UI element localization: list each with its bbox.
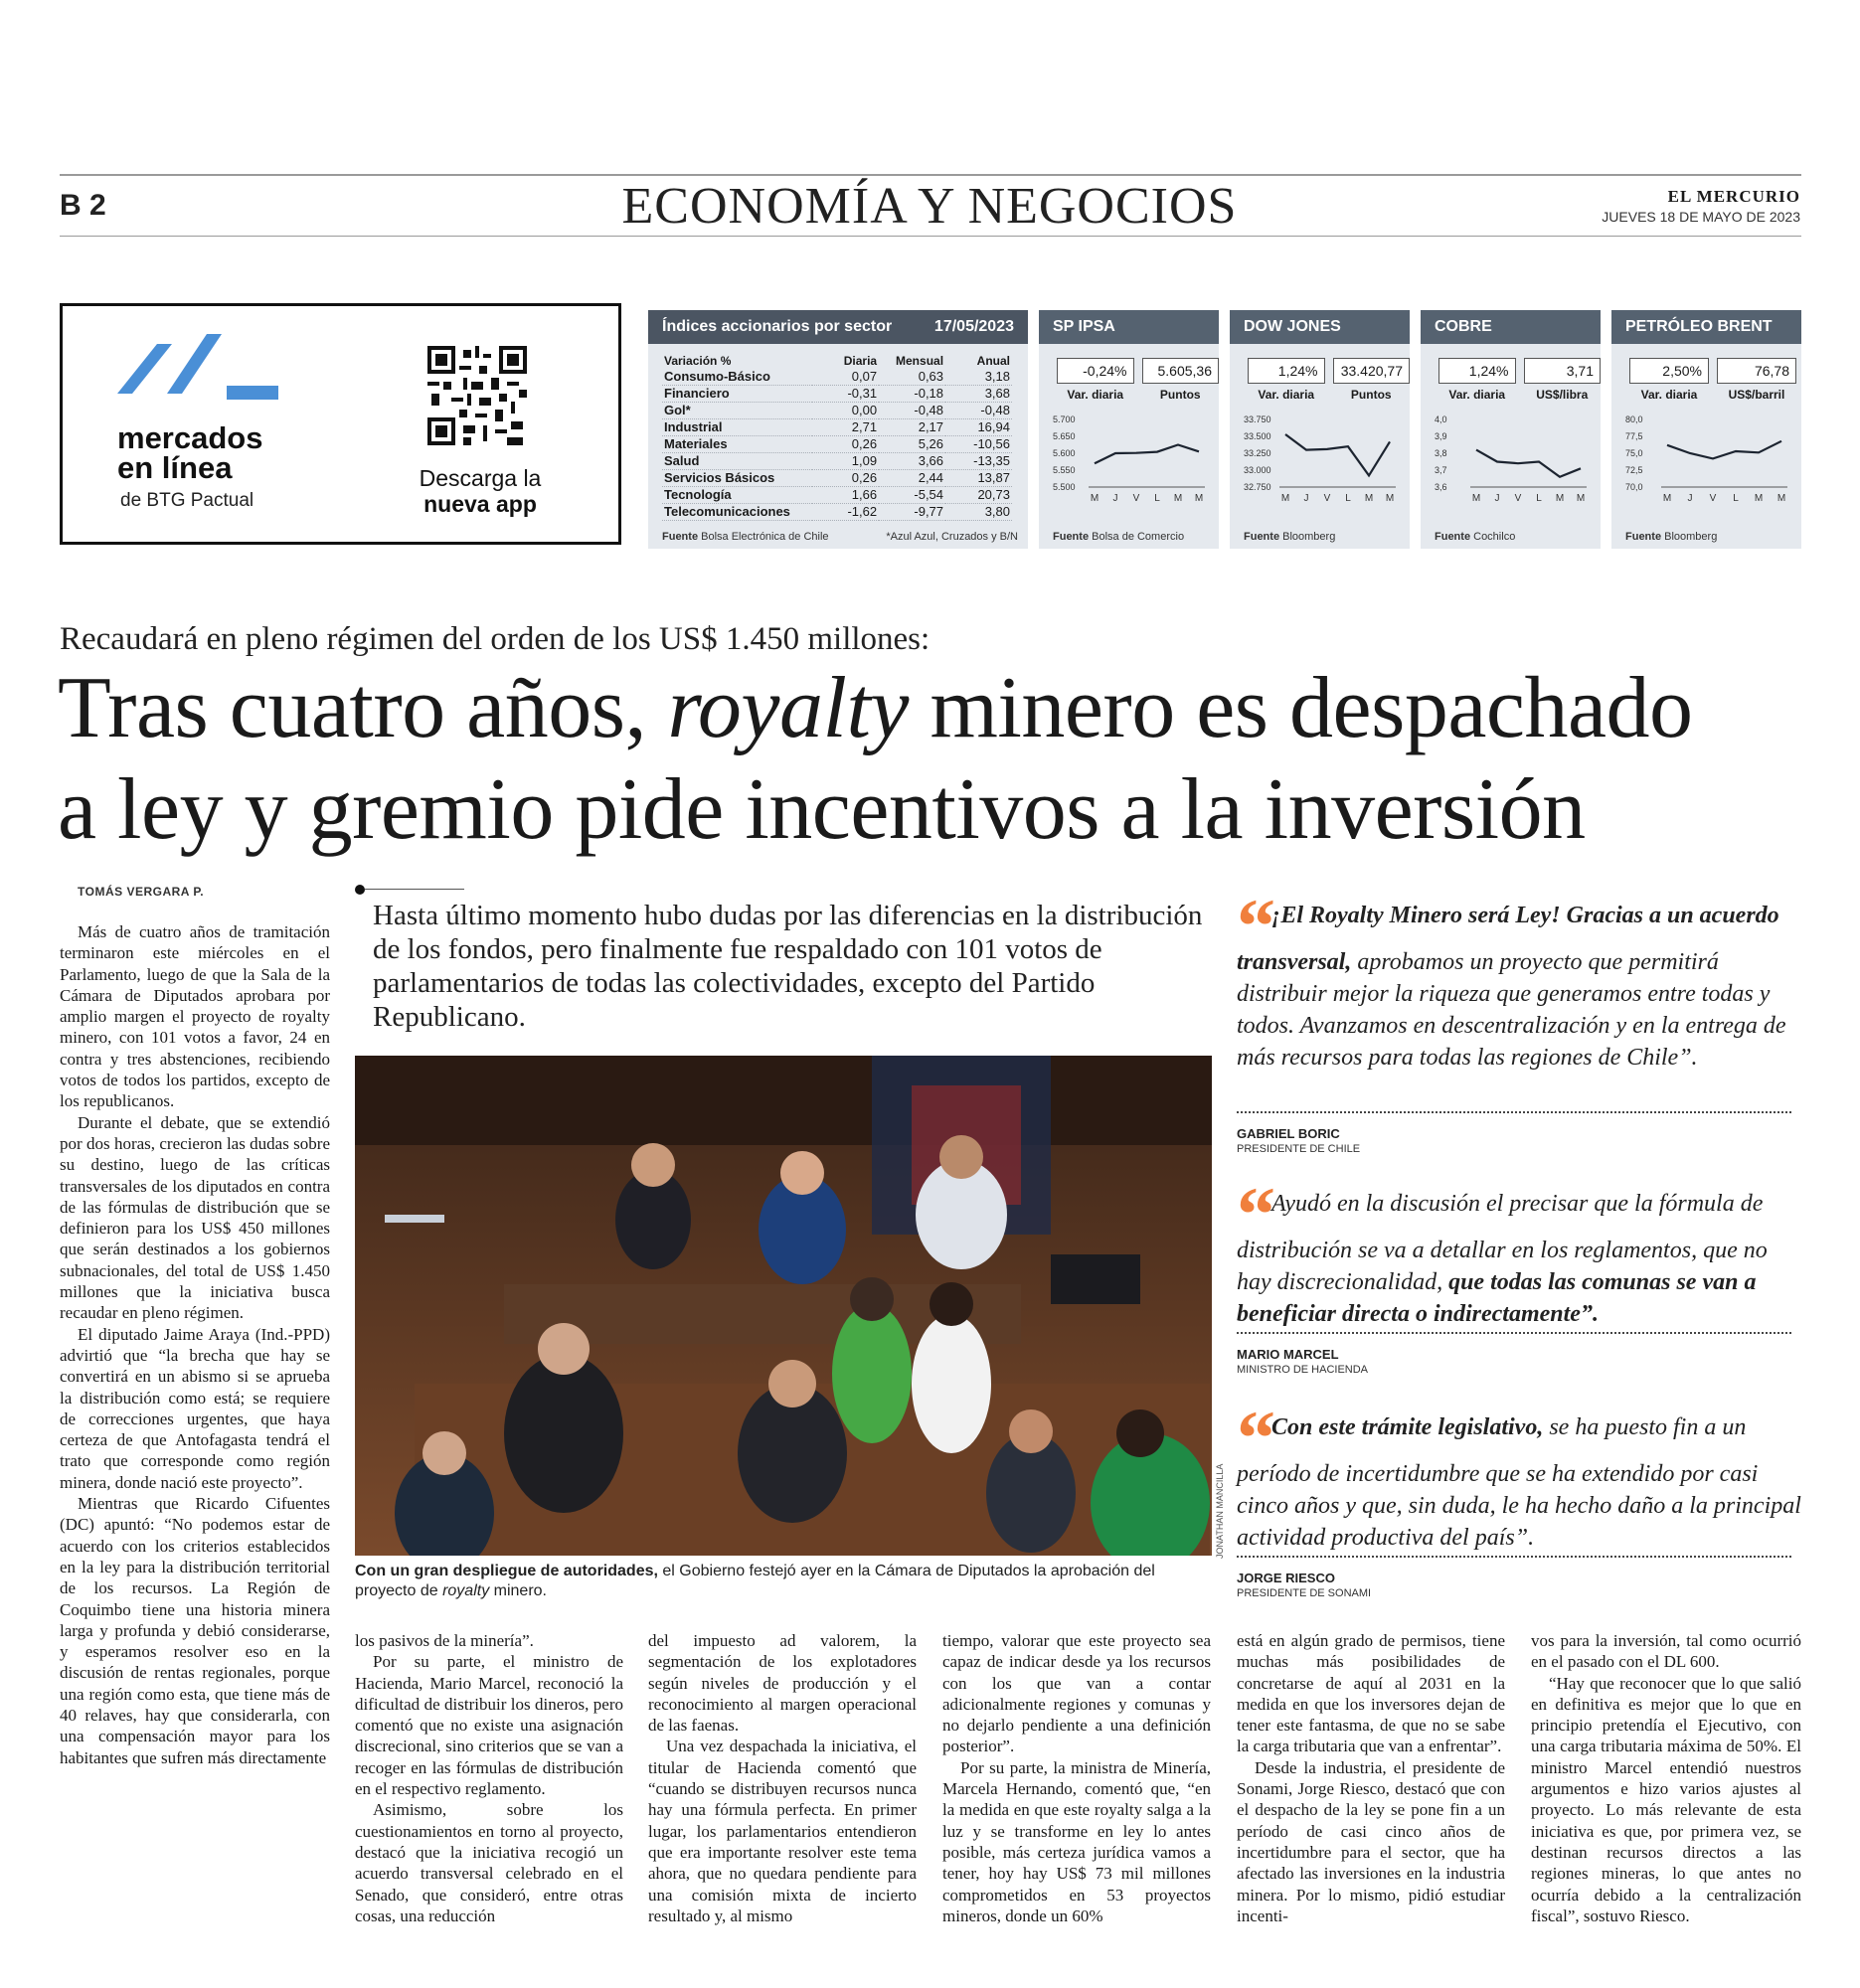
market-title: PETRÓLEO BRENT bbox=[1611, 310, 1801, 344]
market-var-box: 1,24% bbox=[1438, 358, 1516, 384]
col-header-variacion: Variación % bbox=[664, 354, 732, 368]
sector-cell-diaria: 1,09 bbox=[812, 452, 879, 469]
sector-cell-name: Consumo-Básico bbox=[662, 368, 812, 385]
source-label: Fuente bbox=[1053, 531, 1090, 543]
y-tick-label: 4,0 bbox=[1435, 414, 1447, 424]
sector-row bbox=[662, 368, 1012, 385]
x-tick-label: V bbox=[1514, 493, 1522, 504]
quote-boric bbox=[1237, 883, 1801, 1074]
standfirst-rule bbox=[365, 889, 464, 890]
col6-paragraph: “Hay que reconocer que lo que salió en definitiva es mejor que lo que en principio pretendía el Ejecutivo, con una carga tributaria máxima de 50%. El ministro Marcel entendió nuestros argumentos e hizo varios ajustes al proyecto. Lo más relevante de esta iniciativa es que, por primera vez, se destinan recursos directos a las regiones mineras, lo que antes no ocurría debido a la centralización fiscal”, sostuvo Riesco. bbox=[1531, 1673, 1801, 1925]
market-value-box: 3,71 bbox=[1524, 358, 1602, 384]
sector-title: Índices accionarios por sector bbox=[662, 318, 893, 335]
sector-source bbox=[662, 531, 1018, 543]
sector-cell-name: Materiales bbox=[662, 435, 812, 452]
col2-paragraph: Asimismo, sobre los cuestionamientos en torno al proyecto, destacó que la iniciativa recogió un acuerdo transversal celebrado en el Senado, que consideró, entre otras cosas, una reducción bbox=[355, 1800, 623, 1925]
advertisement-mercados-en-linea[interactable] bbox=[60, 303, 621, 545]
sector-cell-mensual: 3,66 bbox=[879, 452, 945, 469]
y-tick-label: 5.650 bbox=[1053, 431, 1076, 441]
headline-part-b: minero es despachado bbox=[930, 660, 1693, 756]
x-tick-label: M bbox=[1754, 493, 1764, 504]
x-tick-label: M bbox=[1385, 493, 1395, 504]
sector-cell-diaria: 0,07 bbox=[812, 368, 879, 385]
market-source bbox=[1435, 531, 1591, 543]
caption-text: el Gobierno festejó ayer en la Cámara de Diputados la aprobación del proyecto de bbox=[355, 1563, 1155, 1599]
x-tick-label: M bbox=[1576, 493, 1586, 504]
section-title: ECONOMÍA Y NEGOCIOS bbox=[621, 178, 1238, 235]
x-tick-label: M bbox=[1090, 493, 1099, 504]
x-tick-label: M bbox=[1555, 493, 1565, 504]
market-var-label: Var. diaria bbox=[1640, 388, 1698, 402]
source-text: Cochilco bbox=[1473, 531, 1516, 543]
market-panel-cobre bbox=[1421, 310, 1601, 549]
issue-date: JUEVES 18 DE MAYO DE 2023 bbox=[1602, 209, 1800, 225]
y-tick-label: 5.600 bbox=[1053, 448, 1076, 458]
quote-mark-icon: “ bbox=[1237, 883, 1268, 969]
sector-row bbox=[662, 469, 1012, 486]
sector-cell-name: Tecnología bbox=[662, 486, 812, 503]
body-column-1 bbox=[60, 921, 330, 1945]
market-line-chart bbox=[1053, 414, 1209, 509]
market-var-box: -0,24% bbox=[1057, 358, 1134, 384]
col-header-diaria: Diaria bbox=[843, 354, 878, 368]
x-tick-label: M bbox=[1364, 493, 1374, 504]
x-tick-label: J bbox=[1687, 493, 1693, 504]
sector-cell-anual: -13,35 bbox=[945, 452, 1012, 469]
body-column-5 bbox=[1237, 1630, 1505, 1926]
source-label: Fuente bbox=[1625, 531, 1662, 543]
photo-credit: JONATHAN MANCILLA bbox=[1215, 1463, 1225, 1559]
sector-cell-diaria: 0,00 bbox=[812, 402, 879, 418]
sector-cell-mensual: 2,44 bbox=[879, 469, 945, 486]
caption-bold: Con un gran despliegue de autoridades, bbox=[355, 1563, 658, 1579]
sector-cell-name: Gol* bbox=[662, 402, 812, 418]
body-column-3 bbox=[648, 1630, 917, 1926]
sector-cell-diaria: 0,26 bbox=[812, 469, 879, 486]
col3-paragraph: del impuesto ad valorem, la segmentación de los explotadores según niveles de producción y el reconocimiento al margen operacional de las faenas. bbox=[648, 1631, 917, 1736]
y-tick-label: 5.500 bbox=[1053, 482, 1076, 492]
market-var-box: 2,50% bbox=[1629, 358, 1709, 384]
quote-bold: ¡El Royalty Minero será Ley! Gracias a un acuerdo transversal, bbox=[1237, 903, 1779, 975]
sector-cell-mensual: 5,26 bbox=[879, 435, 945, 452]
market-value-label: US$/libra bbox=[1536, 388, 1589, 402]
market-title: DOW JONES bbox=[1230, 310, 1410, 344]
x-tick-label: V bbox=[1709, 493, 1717, 504]
col3-paragraph: Una vez despachada la iniciativa, el titular de Hacienda comentó que “cuando se distribuyen recursos nunca hay una fórmula perfecta. En primer lugar, los parlamentarios entendieron que era importante resolver este tema ahora, que no quedara pendiente para una comisión mixta de incierto resultado y, al mismo bbox=[648, 1737, 917, 1925]
source-label: Fuente bbox=[1435, 531, 1471, 543]
sector-index-panel bbox=[648, 310, 1028, 549]
col2-paragraph: los pasivos de la minería”. bbox=[355, 1631, 534, 1650]
col6-paragraph: vos para la inversión, tal como ocurrió en el pasado con el DL 600. bbox=[1531, 1631, 1801, 1672]
photo-caption bbox=[355, 1562, 1212, 1601]
quote-author: JORGE RIESCO bbox=[1237, 1571, 1335, 1585]
x-tick-label: M bbox=[1662, 493, 1672, 504]
sector-cell-anual: -10,56 bbox=[945, 435, 1012, 452]
market-var-label: Var. diaria bbox=[1067, 388, 1124, 402]
qr-code-icon[interactable] bbox=[427, 346, 527, 445]
sector-row bbox=[662, 452, 1012, 469]
header-rule bbox=[60, 174, 1801, 176]
sector-cell-anual: 3,80 bbox=[945, 503, 1012, 520]
sector-note: *Azul Azul, Cruzados y B/N bbox=[886, 531, 1018, 543]
chamber-photo-image bbox=[355, 1056, 1212, 1556]
sector-row bbox=[662, 435, 1012, 452]
price-series-line bbox=[1476, 450, 1581, 477]
ad-title bbox=[117, 420, 263, 485]
sector-panel-header bbox=[648, 310, 1028, 344]
page-number: B 2 bbox=[60, 189, 106, 222]
market-title: COBRE bbox=[1421, 310, 1601, 344]
ad-title-line2: en línea bbox=[117, 450, 233, 485]
x-tick-label: M bbox=[1776, 493, 1786, 504]
market-value-box: 76,78 bbox=[1717, 358, 1796, 384]
col1-paragraph: Mientras que Ricardo Cifuentes (DC) apuntó: “No podemos estar de acuerdo con los criterios establecidos en la ley para la distribución territorial de los recursos. La Región de Coquimbo tiene una historia minera larga y profunda y debió considerarse, y esperamos resolver eso en la discusión de rentas regionales, porque una región como esta, que tiene más de 40 relaves, hay que considerarla, con una compensación mayor para los habitantes que sufren más directamente bbox=[60, 1494, 330, 1767]
sector-cell-mensual: 0,63 bbox=[879, 368, 945, 385]
market-value-box: 5.605,36 bbox=[1142, 358, 1220, 384]
quote-bold: Con este trámite legislativo, bbox=[1271, 1414, 1544, 1440]
x-tick-label: J bbox=[1112, 493, 1118, 504]
download-app-text[interactable] bbox=[391, 465, 570, 517]
sector-date: 17/05/2023 bbox=[933, 318, 1014, 335]
market-value-box: 33.420,77 bbox=[1333, 358, 1411, 384]
col-header-anual: Anual bbox=[976, 354, 1010, 368]
sector-row bbox=[662, 385, 1012, 402]
y-tick-label: 32.750 bbox=[1244, 482, 1271, 492]
market-panel-sp-ipsa bbox=[1039, 310, 1219, 549]
sector-cell-name: Salud bbox=[662, 452, 812, 469]
headline-part-a: Tras cuatro años, bbox=[58, 660, 646, 756]
sector-cell-name: Servicios Básicos bbox=[662, 469, 812, 486]
col1-paragraph: El diputado Jaime Araya (Ind.-PPD) advirtió que “la brecha que hay se convertirá en un abismo si se aprueba la distribución como está; se requiere de correcciones urgentes, que haya certeza de que Antofagasta tendrá el trato que corresponde como región minera, donde nació este proyecto”. bbox=[60, 1324, 330, 1492]
quote-text: se ha puesto fin a un período de incertidumbre que se ha extendido por casi cinco años y que, sin duda, le ha hecho daño a la principal actividad productiva del país”. bbox=[1237, 1414, 1801, 1551]
market-line-chart bbox=[1435, 414, 1591, 509]
market-value-label: Puntos bbox=[1159, 388, 1201, 402]
col1-paragraph: Más de cuatro años de tramitación terminaron este miércoles en el Parlamento, luego de que la Sala de la Cámara de Diputados aprobara por amplio margen el proyecto de royalty minero, con 101 votos a favor, 24 en contra y tres abstenciones, recibiendo votos de todos los partidos, excepto de los republicanos. bbox=[60, 922, 330, 1111]
sector-cell-mensual: -0,18 bbox=[879, 385, 945, 402]
x-tick-label: V bbox=[1323, 493, 1331, 504]
market-value-label: Puntos bbox=[1350, 388, 1392, 402]
headline-kicker: Recaudará en pleno régimen del orden de los US$ 1.450 millones: bbox=[60, 621, 930, 657]
col4-paragraph: tiempo, valorar que este proyecto sea capaz de indicar desde ya los recursos con los que van a contar adicionalmente regiones y comunas y no dejarlo pendiente a una definición posterior”. bbox=[942, 1631, 1211, 1756]
header-rule-bottom bbox=[60, 236, 1801, 237]
market-line-chart bbox=[1244, 414, 1400, 509]
body-column-6 bbox=[1531, 1630, 1801, 1926]
sector-cell-name: Telecomunicaciones bbox=[662, 503, 812, 520]
y-tick-label: 80,0 bbox=[1625, 414, 1643, 424]
price-series-line bbox=[1667, 441, 1781, 459]
standfirst-dot bbox=[355, 885, 365, 895]
headline-line2: a ley y gremio pide incentivos a la inversión bbox=[58, 761, 1586, 858]
market-var-box: 1,24% bbox=[1248, 358, 1325, 384]
download-line2: nueva app bbox=[423, 491, 537, 517]
source-label: Fuente bbox=[1244, 531, 1280, 543]
x-tick-label: M bbox=[1471, 493, 1481, 504]
col5-paragraph: está en algún grado de permisos, tiene muchas más posibilidades de concretarse de aquí al 2031 en la medida en que los inversores dejan de tener este fantasma, de que no se sabe la carga tributaria que van a enfrentar”. bbox=[1237, 1631, 1505, 1756]
market-var-label: Var. diaria bbox=[1448, 388, 1506, 402]
source-text: Bolsa Electrónica de Chile bbox=[701, 531, 829, 543]
price-series-line bbox=[1095, 445, 1199, 464]
y-tick-label: 72,5 bbox=[1625, 465, 1643, 475]
sector-row bbox=[662, 486, 1012, 503]
sector-cell-anual: 3,68 bbox=[945, 385, 1012, 402]
caption-end: minero. bbox=[489, 1582, 547, 1599]
x-tick-label: J bbox=[1303, 493, 1309, 504]
sector-cell-anual: 3,18 bbox=[945, 368, 1012, 385]
market-panel-dow-jones bbox=[1230, 310, 1410, 549]
col2-paragraph: Por su parte, el ministro de Hacienda, Mario Marcel, reconoció la dificultad de distribuir los dineros, pero comentó que no existe una asignación discrecional, sino criterios que se van a recoger en las fórmulas de distribución en el respectivo reglamento. bbox=[355, 1652, 623, 1799]
x-tick-label: M bbox=[1280, 493, 1290, 504]
quote-divider bbox=[1237, 1556, 1791, 1558]
x-tick-label: V bbox=[1132, 493, 1140, 504]
y-tick-label: 33.500 bbox=[1244, 431, 1271, 441]
market-source bbox=[1244, 531, 1400, 543]
newspaper-name: EL MERCURIO bbox=[1667, 187, 1800, 206]
y-tick-label: 77,5 bbox=[1625, 431, 1643, 441]
sector-cell-anual: 20,73 bbox=[945, 486, 1012, 503]
quote-riesco bbox=[1237, 1395, 1801, 1554]
quote-text: aprobamos un proyecto que permitirá distribuir mejor la riqueza que generamos entre todas y todos. Avanzamos en descentralización y en la entrega de más recursos para todas las regiones de Chile”. bbox=[1237, 949, 1786, 1071]
quote-author-role: PRESIDENTE DE SONAMI bbox=[1237, 1587, 1372, 1599]
source-text: Bloomberg bbox=[1282, 531, 1336, 543]
x-tick-label: M bbox=[1194, 493, 1204, 504]
market-panel-petr-leo-brent bbox=[1611, 310, 1801, 549]
caption-italic: royalty bbox=[442, 1582, 490, 1599]
col1-paragraph: Durante el debate, que se extendió por dos horas, crecieron las dudas sobre su destino, luego de las críticas transversales de los diputados en contra de las fórmulas de distribución que se definieron para los US$ 450 millones que serán destinados a los gobiernos subnacionales, del total de US$ 1.450 millones que la iniciativa busca recaudar en pleno régimen. bbox=[60, 1112, 330, 1323]
y-tick-label: 5.700 bbox=[1053, 414, 1076, 424]
x-tick-label: L bbox=[1154, 493, 1160, 504]
sector-cell-diaria: -0,31 bbox=[812, 385, 879, 402]
y-tick-label: 5.550 bbox=[1053, 465, 1076, 475]
quote-divider bbox=[1237, 1111, 1791, 1113]
quote-author-role: PRESIDENTE DE CHILE bbox=[1237, 1143, 1361, 1155]
sector-table bbox=[662, 354, 1012, 521]
quote-mark-icon: “ bbox=[1237, 1171, 1268, 1257]
market-source bbox=[1053, 531, 1209, 543]
mercados-logo-icon bbox=[117, 334, 286, 414]
sector-cell-anual: 16,94 bbox=[945, 418, 1012, 435]
x-tick-label: M bbox=[1173, 493, 1183, 504]
market-source bbox=[1625, 531, 1791, 543]
source-text: Bolsa de Comercio bbox=[1092, 531, 1185, 543]
sector-cell-name: Industrial bbox=[662, 418, 812, 435]
sector-cell-name: Financiero bbox=[662, 385, 812, 402]
quote-author-role: MINISTRO DE HACIENDA bbox=[1237, 1364, 1369, 1376]
y-tick-label: 75,0 bbox=[1625, 448, 1643, 458]
quote-author: GABRIEL BORIC bbox=[1237, 1126, 1340, 1141]
sector-row bbox=[662, 402, 1012, 418]
sector-cell-diaria: 1,66 bbox=[812, 486, 879, 503]
headline bbox=[58, 658, 1807, 861]
y-tick-label: 3,9 bbox=[1435, 431, 1447, 441]
sector-cell-mensual: -0,48 bbox=[879, 402, 945, 418]
ad-title-line1: mercados bbox=[117, 420, 263, 455]
sector-cell-diaria: 0,26 bbox=[812, 435, 879, 452]
sector-row bbox=[662, 418, 1012, 435]
col4-paragraph: Por su parte, la ministra de Minería, Marcela Hernando, comentó que, “en la medida en que este royalty salga a la luz y se transforme en ley lo antes posible, más certeza jurídica vamos a tener, hoy hay US$ 73 mil millones comprometidos en 53 proyectos mineros, donde un 60% bbox=[942, 1757, 1211, 1925]
quote-mark-icon: “ bbox=[1237, 1395, 1268, 1481]
market-title: SP IPSA bbox=[1039, 310, 1219, 344]
body-column-4 bbox=[942, 1630, 1211, 1926]
sector-cell-mensual: -5,54 bbox=[879, 486, 945, 503]
market-value-label: US$/barril bbox=[1728, 388, 1785, 402]
sector-cell-anual: 13,87 bbox=[945, 469, 1012, 486]
y-tick-label: 3,8 bbox=[1435, 448, 1447, 458]
body-column-2 bbox=[355, 1630, 623, 1926]
sector-row bbox=[662, 503, 1012, 520]
chamber-photo bbox=[355, 1056, 1212, 1556]
sector-cell-diaria: 2,71 bbox=[812, 418, 879, 435]
download-line1: Descarga la bbox=[419, 465, 542, 491]
y-tick-label: 70,0 bbox=[1625, 482, 1643, 492]
sector-cell-mensual: -9,77 bbox=[879, 503, 945, 520]
source-text: Bloomberg bbox=[1664, 531, 1718, 543]
x-tick-label: L bbox=[1733, 493, 1739, 504]
quote-author: MARIO MARCEL bbox=[1237, 1347, 1339, 1362]
byline: TOMÁS VERGARA P. bbox=[78, 885, 205, 899]
market-line-chart bbox=[1625, 414, 1791, 509]
col-header-mensual: Mensual bbox=[896, 354, 944, 368]
y-tick-label: 3,7 bbox=[1435, 465, 1447, 475]
source-label: Fuente bbox=[662, 531, 699, 543]
col5-paragraph: Desde la industria, el presidente de Sonami, Jorge Riesco, destacó que con el despacho de la ley se pone fin a un período de casi cinco años de incertidumbre para el sector, que ha afectado las inversiones en la industria minera. Por lo mismo, pidió estudiar incenti- bbox=[1237, 1757, 1505, 1925]
quote-marcel bbox=[1237, 1171, 1801, 1330]
x-tick-label: L bbox=[1536, 493, 1542, 504]
y-tick-label: 33.000 bbox=[1244, 465, 1271, 475]
x-tick-label: J bbox=[1494, 493, 1500, 504]
market-var-label: Var. diaria bbox=[1258, 388, 1315, 402]
sector-cell-anual: -0,48 bbox=[945, 402, 1012, 418]
y-tick-label: 33.250 bbox=[1244, 448, 1271, 458]
y-tick-label: 3,6 bbox=[1435, 482, 1447, 492]
masthead bbox=[1502, 187, 1800, 225]
x-tick-label: L bbox=[1345, 493, 1351, 504]
quote-bold: que todas las comunas se van a beneficiar directa o indirectamente”. bbox=[1237, 1269, 1757, 1327]
sector-cell-diaria: -1,62 bbox=[812, 503, 879, 520]
headline-italic: royalty bbox=[667, 660, 909, 756]
price-series-line bbox=[1285, 434, 1390, 475]
y-tick-label: 33.750 bbox=[1244, 414, 1271, 424]
quote-divider bbox=[1237, 1332, 1791, 1334]
sector-cell-mensual: 2,17 bbox=[879, 418, 945, 435]
standfirst: Hasta último momento hubo dudas por las diferencias en la distribución de los fondos, pero finalmente fue respaldado con 101 votos de parlamentarios de todas las colectividades, excepto del Partido Republicano. bbox=[373, 900, 1203, 1033]
ad-sponsor: de BTG Pactual bbox=[120, 490, 254, 511]
quote-text: Ayudó en la discusión el precisar que la fórmula de distribución se va a detallar en los reglamentos, que no hay discrecionalidad, bbox=[1237, 1191, 1768, 1295]
